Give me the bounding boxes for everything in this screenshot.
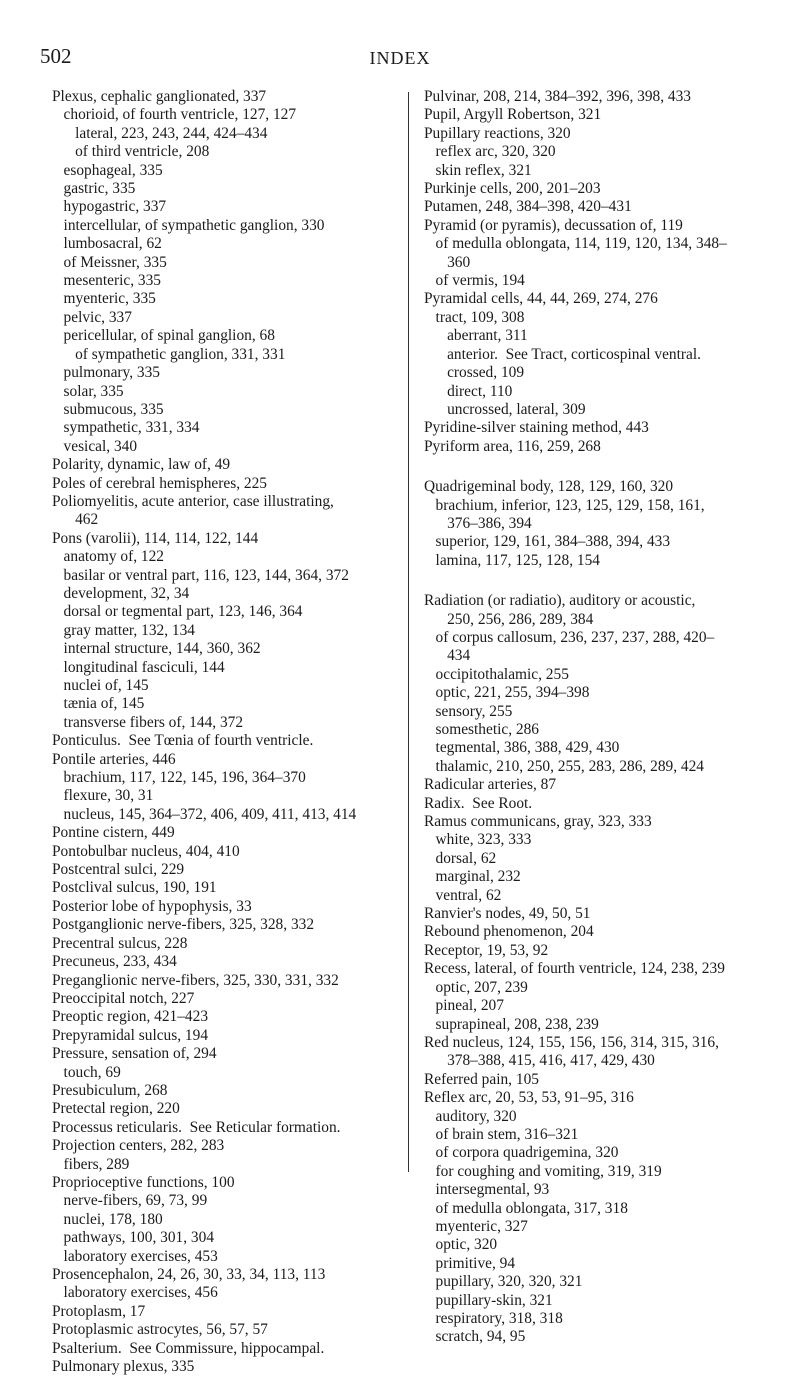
index-entry: Presubiculum, 268 [52,1081,168,1099]
index-entry: gray matter, 132, 134 [52,621,195,639]
index-entry: Pulvinar, 208, 214, 384–392, 396, 398, 433 [424,88,692,105]
index-entry: transverse fibers of, 144, 372 [52,713,244,731]
index-entry: Pontile arteries, 446 [52,750,176,768]
index-entry: brachium, 117, 122, 145, 196, 364–370 [52,769,306,787]
index-entry: Polarity, dynamic, law of, 49 [52,456,231,474]
index-entry: Postclival sulcus, 190, 191 [52,879,217,897]
index-entry: Projection centers, 282, 283 [52,1137,225,1155]
index-entry: esophageal, 335 [52,161,163,179]
index-entry: Precentral sulcus, 228 [52,934,188,952]
index-entry: 360 [424,253,471,271]
index-entry: intersegmental, 93 [424,1181,550,1199]
index-entry: Poliomyelitis, acute anterior, case illustrating, [52,492,334,510]
index-entry: internal structure, 144, 360, 362 [52,640,261,658]
index-entry: direct, 110 [424,382,513,400]
index-entry: anterior. See Tract, corticospinal ventral. [424,345,701,363]
index-entry: pericellular, of spinal ganglion, 68 [52,327,275,345]
index-entry: for coughing and vomiting, 319, 319 [424,1162,662,1180]
index-entry: laboratory exercises, 453 [52,1247,218,1265]
index-entry: Plexus, cephalic ganglionated, 337 [52,88,267,105]
running-head: INDEX [369,48,431,68]
index-entry: Protoplasmic astrocytes, 56, 57, 57 [52,1321,268,1339]
index-entry: of third ventricle, 208 [52,143,210,161]
index-entry: development, 32, 34 [52,584,190,602]
section-gap [424,456,770,478]
index-entry: nerve-fibers, 69, 73, 99 [52,1192,208,1210]
index-entry: Pressure, sensation of, 294 [52,1045,217,1063]
index-entry: pupillary, 320, 320, 321 [424,1273,583,1291]
index-entry: nuclei, 178, 180 [52,1210,163,1228]
index-entry: myenteric, 327 [424,1217,528,1235]
index-entry: respiratory, 318, 318 [424,1310,563,1327]
index-entry: lateral, 223, 243, 244, 424–434 [52,124,268,142]
index-entry: white, 323, 333 [424,831,532,849]
index-entry: of medulla oblongata, 317, 318 [424,1199,628,1217]
index-entry: Putamen, 248, 384–398, 420–431 [424,198,632,216]
index-entry: Prepyramidal sulcus, 194 [52,1026,209,1044]
index-entry: brachium, inferior, 123, 125, 129, 158, 161, [424,496,705,514]
index-entry: submucous, 335 [52,400,164,418]
index-entry: vesical, 340 [52,437,138,455]
index-entry: Receptor, 19, 53, 92 [424,941,549,959]
index-entry: Postcentral sulci, 229 [52,861,185,879]
index-entry: dorsal, 62 [424,849,497,867]
index-entry: crossed, 109 [424,364,525,382]
index-entry: laboratory exercises, 456 [52,1284,218,1302]
index-entry: Pyriform area, 116, 259, 268 [424,437,601,455]
index-entry: Pyramidal cells, 44, 44, 269, 274, 276 [424,290,658,308]
index-entry: touch, 69 [52,1063,121,1081]
index-entry: superior, 129, 161, 384–388, 394, 433 [424,533,671,551]
section-gap [424,570,770,592]
index-entry: of sympathetic ganglion, 331, 331 [52,345,286,363]
index-entry: dorsal or tegmental part, 123, 146, 364 [52,603,303,621]
index-entry: Pontobulbar nucleus, 404, 410 [52,842,240,860]
index-entry: Preganglionic nerve-fibers, 325, 330, 331, 332 [52,971,339,989]
index-entry: pupillary-skin, 321 [424,1291,553,1309]
index-entry: Posterior lobe of hypophysis, 33 [52,897,252,915]
index-entry: pineal, 207 [424,997,504,1015]
index-entry: sensory, 255 [424,702,513,720]
index-entry: solar, 335 [52,382,124,400]
index-entry: Recess, lateral, of fourth ventricle, 124, 238, 239 [424,960,725,978]
index-column-left [52,88,400,1376]
index-entry: Ranvier's nodes, 49, 50, 51 [424,905,591,923]
index-entry: 462 [52,511,99,529]
index-entry: Psalterium. See Commissure, hippocampal. [52,1339,325,1357]
index-entry: optic, 221, 255, 394–398 [424,684,590,702]
index-entry: chorioid, of fourth ventricle, 127, 127 [52,106,297,124]
index-entry: skin reflex, 321 [424,161,532,179]
index-entry: scratch, 94, 95 [424,1328,526,1346]
index-entry: reflex arc, 320, 320 [424,143,556,161]
index-entry: mesenteric, 335 [52,272,161,290]
index-entry: Precuneus, 233, 434 [52,953,177,971]
index-entry: Pupillary reactions, 320 [424,124,571,142]
index-entry: nuclei of, 145 [52,677,149,694]
index-entry: 378–388, 415, 416, 417, 429, 430 [424,1052,655,1070]
index-entry: anatomy of, 122 [52,548,164,566]
index-entry: Pupil, Argyll Robertson, 321 [424,106,602,124]
index-entry: fibers, 289 [52,1155,130,1173]
index-entry: of brain stem, 316–321 [424,1125,579,1143]
index-entry: Pyramid (or pyramis), decussation of, 119 [424,216,683,234]
index-entry: Rebound phenomenon, 204 [424,923,594,941]
index-entry: tegmental, 386, 388, 429, 430 [424,739,620,757]
index-entry: Processus reticularis. See Reticular formation. [52,1118,341,1136]
index-entry: Preoptic region, 421–423 [52,1008,209,1026]
index-entry: Protoplasm, 17 [52,1302,146,1320]
index-entry: ventral, 62 [424,886,502,904]
index-entry: of corpus callosum, 236, 237, 237, 288, 420– [424,628,715,646]
index-entry: Red nucleus, 124, 155, 156, 156, 314, 315, 316, [424,1033,719,1051]
index-entry: Radix. See Root. [424,794,533,812]
index-entry: 376–386, 394 [424,514,532,532]
index-entry: Radiation (or radiatio), auditory or acoustic, [424,592,696,610]
column-divider [408,92,409,1172]
index-entry: optic, 320 [424,1236,498,1254]
index-entry: intercellular, of sympathetic ganglion, 330 [52,216,325,234]
index-entry: pulmonary, 335 [52,364,161,382]
index-entry: Purkinje cells, 200, 201–203 [424,180,601,198]
index-entry: Prosencephalon, 24, 26, 30, 33, 34, 113, 113 [52,1266,326,1283]
index-entry: Pretectal region, 220 [52,1100,180,1118]
index-entry: Proprioceptive functions, 100 [52,1173,235,1191]
index-entry: of vermis, 194 [424,272,525,290]
page-number: 502 [40,44,72,68]
index-entry: 250, 256, 286, 289, 384 [424,610,594,628]
index-entry: nucleus, 145, 364–372, 406, 409, 411, 413, 414 [52,805,357,823]
index-entry: of Meissner, 335 [52,253,167,271]
index-entry: aberrant, 311 [424,327,528,345]
index-entry: Postganglionic nerve-fibers, 325, 328, 332 [52,916,315,934]
index-entry: uncrossed, lateral, 309 [424,400,586,418]
index-entry: pathways, 100, 301, 304 [52,1229,215,1247]
index-entry: Ramus communicans, gray, 323, 333 [424,813,652,831]
index-entry: Radicular arteries, 87 [424,776,557,794]
index-entry: sympathetic, 331, 334 [52,419,200,437]
index-entry: myenteric, 335 [52,290,156,308]
index-entry: longitudinal fasciculi, 144 [52,658,225,676]
index-entry: optic, 207, 239 [424,978,528,996]
index-entry: suprapineal, 208, 238, 239 [424,1015,599,1033]
index-entry: tract, 109, 308 [424,308,525,326]
index-entry: primitive, 94 [424,1254,516,1272]
index-entry: Poles of cerebral hemispheres, 225 [52,474,267,492]
index-entry: Pyridine-silver staining method, 443 [424,419,649,437]
index-entry: occipitothalamic, 255 [424,665,569,683]
index-entry: Ponticulus. See Tœnia of fourth ventricle. [52,732,314,750]
index-entry: lamina, 117, 125, 128, 154 [424,551,600,569]
index-entry: Pulmonary plexus, 335 [52,1358,195,1376]
index-entry: hypogastric, 337 [52,198,167,216]
index-entry: Referred pain, 105 [424,1070,539,1088]
index-entry: lumbosacral, 62 [52,235,162,253]
index-entry: flexure, 30, 31 [52,787,154,805]
index-entry: Pontine cistern, 449 [52,824,175,842]
index-entry: Preoccipital notch, 227 [52,989,195,1007]
index-column-right [424,88,770,1347]
index-entry: auditory, 320 [424,1107,517,1125]
index-entry: tænia of, 145 [52,695,145,713]
index-entry: thalamic, 210, 250, 255, 283, 286, 289, 424 [424,757,704,775]
index-entry: gastric, 335 [52,180,136,198]
index-entry: basilar or ventral part, 116, 123, 144, 364, 372 [52,566,349,584]
index-entry: of corpora quadrigemina, 320 [424,1144,619,1162]
index-entry: pelvic, 337 [52,308,132,326]
index-entry: of medulla oblongata, 114, 119, 120, 134, 348– [424,235,727,253]
index-entry: marginal, 232 [424,868,521,886]
index-entry: somesthetic, 286 [424,721,539,738]
index-entry: Quadrigeminal body, 128, 129, 160, 320 [424,478,674,496]
index-entry: Reflex arc, 20, 53, 53, 91–95, 316 [424,1089,634,1107]
index-entry: 434 [424,647,471,665]
index-entry: Pons (varolii), 114, 114, 122, 144 [52,529,259,547]
